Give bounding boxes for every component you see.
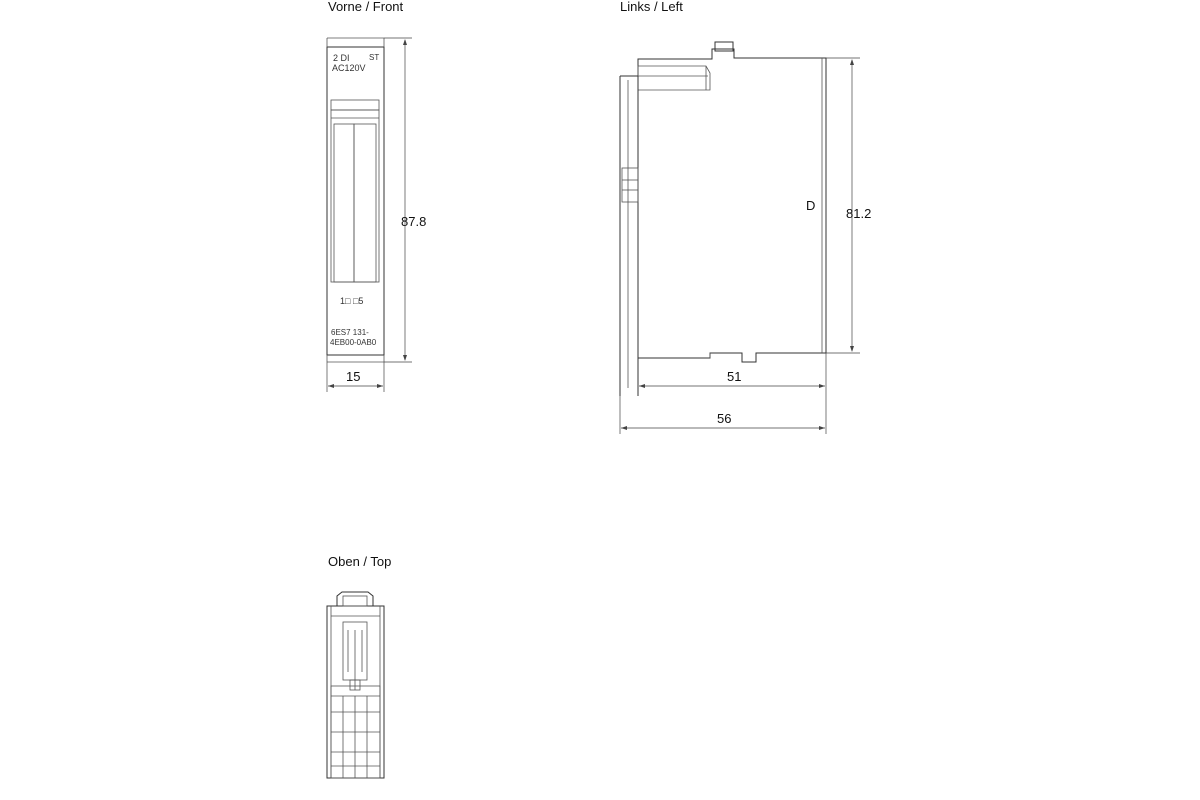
front-body-outline: [327, 47, 384, 355]
front-label-strip: [331, 100, 379, 110]
front-order-line2: 4EB00-0AB0: [330, 338, 377, 347]
front-width-dim: 15: [346, 369, 361, 384]
left-marker-d: D: [806, 198, 816, 213]
front-inner-panel: [331, 110, 379, 282]
left-rail-latch: [622, 168, 638, 202]
left-rail: [620, 76, 638, 396]
front-view: [327, 0, 426, 392]
top-connector: [337, 592, 373, 606]
front-label-st: ST: [369, 53, 380, 62]
left-height-dim: 81.2: [846, 206, 872, 221]
left-top-clip: [715, 42, 733, 51]
front-height-dim: 87.8: [401, 214, 427, 229]
left-depth1-dim: 51: [727, 369, 742, 384]
front-view-title: Vorne / Front: [328, 0, 404, 14]
front-led-label: 1□ □5: [340, 296, 364, 306]
left-view-title: Links / Left: [620, 0, 683, 14]
front-slot-right: [354, 124, 376, 282]
front-slot-left: [334, 124, 354, 282]
left-view: [620, 0, 871, 434]
left-front-cover: [638, 66, 710, 90]
top-view-title: Oben / Top: [328, 554, 392, 569]
front-label-ac120v: AC120V: [332, 63, 366, 73]
left-body-outline: [638, 49, 826, 362]
left-depth2-dim: 56: [717, 411, 732, 426]
top-view: [327, 554, 391, 778]
front-label-2di: 2 DI: [333, 53, 350, 63]
front-order-line1: 6ES7 131-: [331, 328, 369, 337]
